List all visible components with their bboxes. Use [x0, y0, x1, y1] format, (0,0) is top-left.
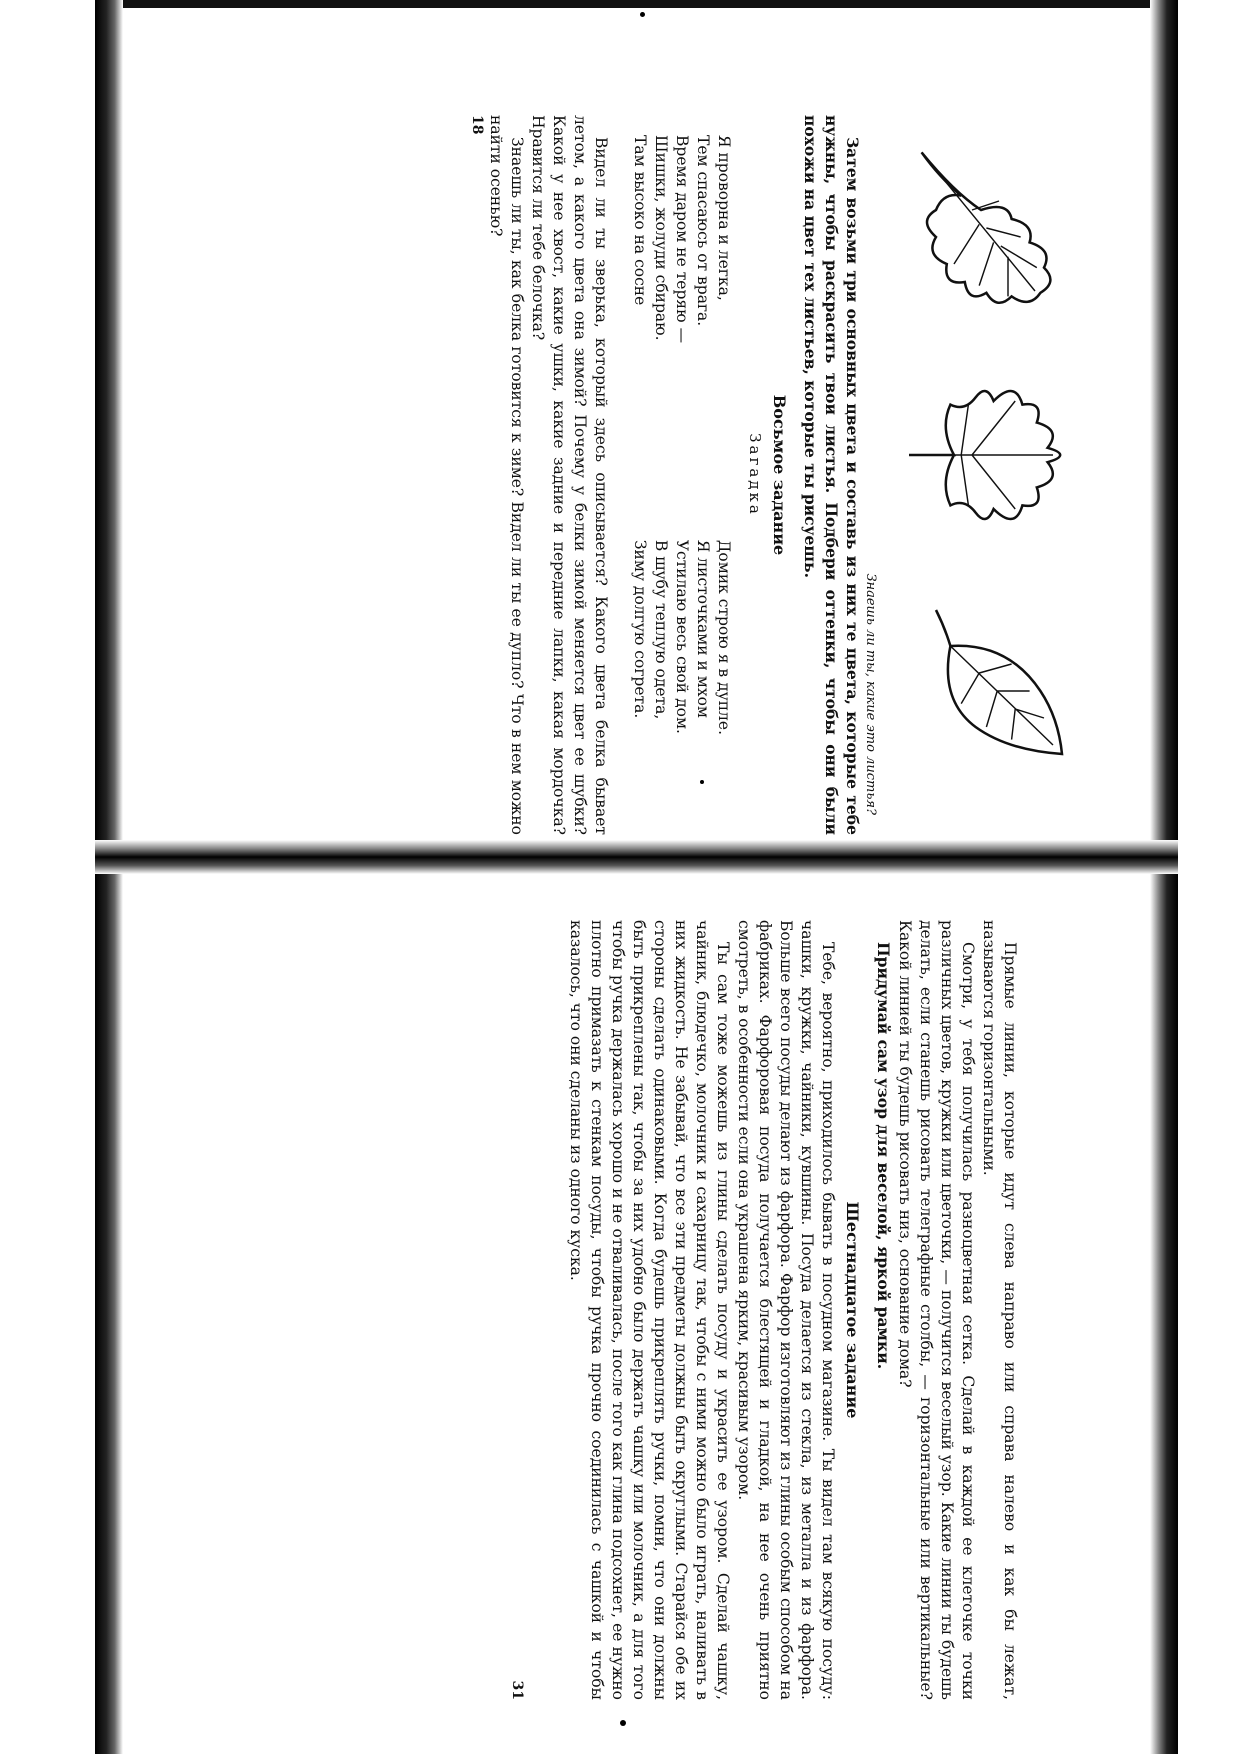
paragraph: Знаешь ли ты, как белка готовится к зиме? Видел ли ты ее дупло? Что в нем можно найти осенью? [487, 115, 526, 835]
book-spine [95, 840, 1178, 874]
riddle-poem [629, 135, 734, 735]
page-18-text [469, 115, 863, 835]
page-number: 18 [469, 115, 485, 135]
task-title: Восьмое задание [770, 394, 789, 556]
page-31-text [509, 920, 1020, 1700]
paragraph: Смотри, у тебя получилась разноцветная сетка. Сделай в каждой ее клеточке точки различных цветов, кружки или цветочки, — получится веселый узор. Какие линии ты будешь делать, если станешь рисовать телеграфные столбы, — горизонтальные или вертикальные? Какой линией ты будешь рисовать низ, основание дома? [896, 920, 977, 1700]
task-title: Шестнадцатое задание [843, 1201, 862, 1419]
speck [640, 12, 645, 17]
page-number: 31 [509, 1680, 525, 1700]
intro-paragraph: Затем возьми три основных цвета и составь из них те цвета, которые тебе нужны, чтобы раскрасить твои листья. Подбери оттенки, чтобы они были похожи на цвет тех листьев, которые ты рисуешь. [801, 115, 862, 835]
paragraph: Видел ли ты зверька, который здесь описывается? Какого цвета белка бывает летом, а какого цвета она зимой? Почему у белки зимой меняется цвет ее шубки? Какой у нее хвост, какие ушки, какие задние и передние лапки, какая мордочка? Нравится ли тебе белочка? [529, 115, 610, 835]
oak-leaf-icon [895, 138, 1085, 318]
page-18 [240, 95, 1100, 835]
scan-edge-left [95, 0, 123, 1754]
birch-leaf-icon [895, 592, 1085, 772]
paragraph: Тебе, вероятно, приходилось бывать в посудном магазине. Ты видел там всякую посуду: чашки, кружки, чайники, кувшины. Посуда делается из стекла, из металла и из фарфора. Больше всего посуды делают из фарфора. Фарфор изготовляют из глины особым способом на фабриках. Фарфоровая посуда получается блестящей и гладкой, на нее очень приятно смотреть, в особенности если она украшена ярким, красивым узором. [735, 920, 837, 1700]
paragraph: Придумай сам узор для веселой, яркой рамки. [874, 942, 893, 1370]
speck [620, 1720, 626, 1726]
poem-right-column: Домик строю я в дупле. Я листочками и мхом Устилаю весь свой дом. В шубу теплую одета, Зиму долгую согрета. [631, 539, 733, 735]
scan-edge-right [1150, 0, 1178, 1754]
scan-edge-top [95, 0, 1175, 8]
leaves-caption: Знаешь ли ты, какие это листья? [863, 573, 878, 815]
paragraph: Ты сам тоже можешь из глины сделать посуду и украсить ее узором. Сделай чашку, чайник, блюдечко, молочник и сахарницу так, чтобы с ними можно было играть, наливать в них жидкость. Не забывай, что все эти предметы должны быть округлыми. Старайся обе их стороны сделать одинаковыми. Когда будешь прикреплять ручки, помни, что они должны быть прикреплены так, чтобы за них удобно было держать чашку или молочник, а для того чтобы ручка держалась хорошо и не отваливалась, после того как глина подсохнет, ее нужно плотно примазать к стенкам посуды, чтобы ручка прочно соединилась с чашкой и чтобы казалось, что они сделаны из одного куска. [567, 920, 732, 1700]
poem-left-column: Я проворна и легка, Тем спасаюсь от врага. Время даром не теряю — Шишки, жолуди сбираю. Там высоко на сосне [631, 135, 733, 344]
leaf-illustrations [880, 115, 1100, 795]
paragraph: Прямые линии, которые идут слева направо или справа налево и как бы лежат, называются горизонтальными. [980, 920, 1019, 1700]
riddle-title: Загадка [746, 433, 764, 517]
page-31 [240, 895, 1100, 1715]
maple-leaf-icon [895, 365, 1085, 545]
